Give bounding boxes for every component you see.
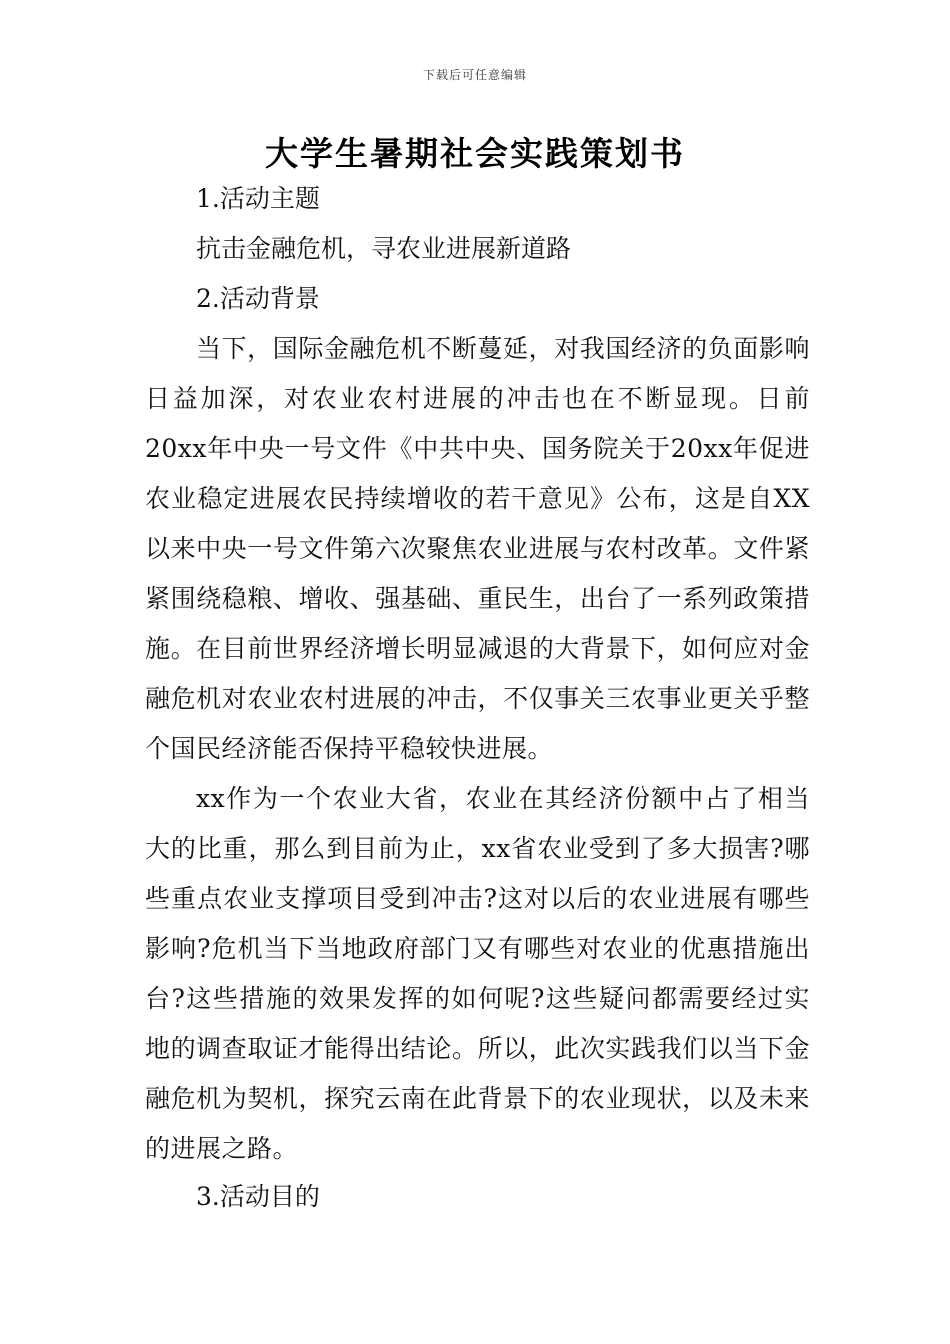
section-3-heading: 3.活动目的 <box>196 1182 320 1211</box>
section-2-heading: 2.活动背景 <box>196 284 320 313</box>
section-2-paragraph-1: 当下，国际金融危机不断蔓延，对我国经济的负面影响日益加深，对农业农村进展的冲击也在不断显现。日前20xx年中央一号文件《中共中央、国务院关于20xx年促进农业稳定进展农民持续增收的若干意见》公布，这是自XX以来中央一号文件第六次聚焦农业进展与农村改革。文件紧紧围绕稳粮、增收、强基础、重民生，出台了一系列政策措施。在目前世界经济增长明显减退的大背景下，如何应对金融危机对农业农村进展的冲击，不仅事关三农事业更关乎整个国民经济能否保持平稳较快进展。 <box>145 334 810 763</box>
document-title: 大学生暑期社会实践策划书 <box>265 134 685 173</box>
section-2-paragraph-2: xx作为一个农业大省，农业在其经济份额中占了相当大的比重，那么到目前为止，xx省农业受到了多大损害?哪些重点农业支撑项目受到冲击?这对以后的农业进展有哪些影响?危机当下当地政府部门又有哪些对农业的优惠措施出台?这些措施的效果发挥的如何呢?这些疑问都需要经过实地的调查取证才能得出结论。所以，此次实践我们以当下金融危机为契机，探究云南在此背景下的农业现状，以及未来的进展之路。 <box>145 784 810 1163</box>
section-1-heading: 1.活动主题 <box>196 184 320 213</box>
section-1-text: 抗击金融危机，寻农业进展新道路 <box>196 234 572 263</box>
header-note: 下载后可任意编辑 <box>422 68 527 82</box>
